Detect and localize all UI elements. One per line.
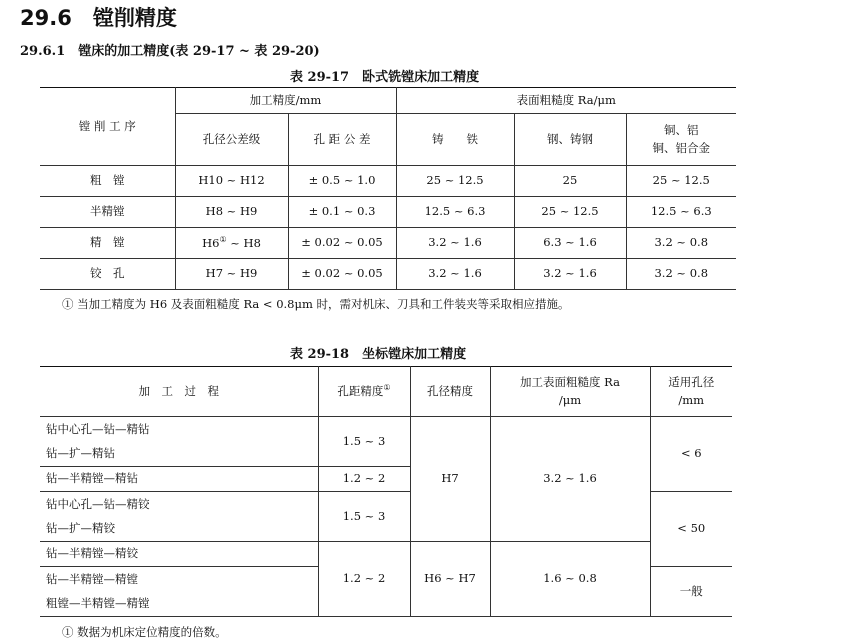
header-roughness-line2: /μm [558, 392, 582, 407]
table1-footnote: ① 当加工精度为 H6 及表面粗糙度 Ra < 0.8μm 时，需对机床、刀具和工件装夹等采取相应措施。 [62, 297, 570, 311]
cell-process: 粗 镗 [40, 166, 175, 197]
diameter-cell: 一般 [650, 567, 732, 617]
cell-grade-a: H6 [202, 235, 220, 250]
table2-caption: 表 29-18 坐标镗床加工精度 [290, 347, 467, 362]
process-cell: 粗镗—半精镗—精镗 [40, 592, 318, 617]
header-distance-acc-text: 孔距精度 [337, 384, 384, 399]
header-hole-dia [650, 367, 732, 417]
process-cell: 钻中心孔—钻—精钻 [40, 417, 318, 442]
process-cell: 钻—半精镗—精钻 [40, 467, 318, 492]
header-copper-alu-line2: 铜、铝合金 [652, 140, 710, 155]
header-hole-dia-line1: 适用孔径 [668, 375, 715, 390]
cell-copper: 12.5 ~ 6.3 [626, 197, 736, 228]
distance-cell: 1.5 ~ 3 [318, 417, 410, 467]
header-copper-alu [626, 114, 736, 166]
diameter-cell: < 50 [650, 492, 732, 567]
header-roughness: 表面粗糙度 Ra/μm [396, 88, 736, 114]
cell-steel: 6.3 ~ 1.6 [514, 228, 626, 259]
table1-caption: 表 29-17 卧式铣镗床加工精度 [290, 70, 480, 85]
process-cell: 钻—扩—精铰 [40, 517, 318, 542]
cell-copper: 25 ~ 12.5 [626, 166, 736, 197]
cell-grade: H7 ~ H9 [175, 259, 288, 290]
cell-cast-iron: 12.5 ~ 6.3 [396, 197, 514, 228]
process-cell: 钻中心孔—钻—精铰 [40, 492, 318, 517]
header-roughness-line1: 加工表面粗糙度 Ra [520, 375, 620, 390]
cell-grade: H8 ~ H9 [175, 197, 288, 228]
cell-copper: 3.2 ~ 0.8 [626, 259, 736, 290]
process-cell: 钻—扩—精钻 [40, 442, 318, 467]
header-cast-iron: 铸 铁 [396, 114, 514, 166]
cell-process: 精 镗 [40, 228, 175, 259]
header-hole-distance: 孔 距 公 差 [288, 114, 396, 166]
cell-distance: ± 0.02 ~ 0.05 [288, 259, 396, 290]
boring-accuracy-table [40, 87, 736, 290]
header-steel: 钢、铸钢 [514, 114, 626, 166]
header-roughness [490, 367, 650, 417]
hole-cell: H7 [410, 417, 490, 542]
footnote-marker: ① [219, 234, 227, 244]
distance-cell: 1.5 ~ 3 [318, 492, 410, 542]
distance-cell: 1.2 ~ 2 [318, 542, 410, 617]
header-machining-accuracy: 加工精度/mm [175, 88, 396, 114]
cell-steel: 25 [514, 166, 626, 197]
section-title: 29.6 镗削精度 [20, 6, 177, 30]
process-cell: 钻—半精镗—精镗 [40, 567, 318, 592]
cell-cast-iron: 25 ~ 12.5 [396, 166, 514, 197]
cell-process: 半精镗 [40, 197, 175, 228]
cell-steel: 25 ~ 12.5 [514, 197, 626, 228]
header-copper-alu-line1: 铜、铝 [664, 123, 699, 138]
footnote-marker: ① [383, 383, 391, 393]
process-cell: 钻—半精镗—精铰 [40, 542, 318, 567]
cell-distance: ± 0.02 ~ 0.05 [288, 228, 396, 259]
table-row [40, 259, 736, 290]
table-row [40, 166, 736, 197]
cell-cast-iron: 3.2 ~ 1.6 [396, 228, 514, 259]
cell-steel: 3.2 ~ 1.6 [514, 259, 626, 290]
header-hole-dia-line2: /mm [678, 392, 705, 407]
table2-footnote: ① 数据为机床定位精度的倍数。 [62, 625, 227, 639]
roughness-cell: 3.2 ~ 1.6 [490, 417, 650, 542]
cell-grade-b: ~ H8 [226, 235, 261, 250]
hole-cell: H6 ~ H7 [410, 542, 490, 617]
header-distance-acc [318, 367, 410, 417]
table-row [40, 228, 736, 259]
cell-grade [175, 228, 288, 259]
coordinate-boring-table [40, 366, 732, 617]
roughness-cell: 1.6 ~ 0.8 [490, 542, 650, 617]
cell-cast-iron: 3.2 ~ 1.6 [396, 259, 514, 290]
header-hole-grade: 孔径公差级 [175, 114, 288, 166]
header-process: 加 工 过 程 [40, 367, 318, 417]
distance-cell: 1.2 ~ 2 [318, 467, 410, 492]
cell-process: 铰 孔 [40, 259, 175, 290]
header-hole-acc: 孔径精度 [410, 367, 490, 417]
cell-grade: H10 ~ H12 [175, 166, 288, 197]
diameter-cell: < 6 [650, 417, 732, 492]
cell-distance: ± 0.5 ~ 1.0 [288, 166, 396, 197]
cell-distance: ± 0.1 ~ 0.3 [288, 197, 396, 228]
header-process: 镗 削 工 序 [40, 88, 175, 166]
cell-copper: 3.2 ~ 0.8 [626, 228, 736, 259]
table-row [40, 197, 736, 228]
subsection-title: 29.6.1 镗床的加工精度(表 29-17 ~ 表 29-20) [20, 44, 320, 59]
